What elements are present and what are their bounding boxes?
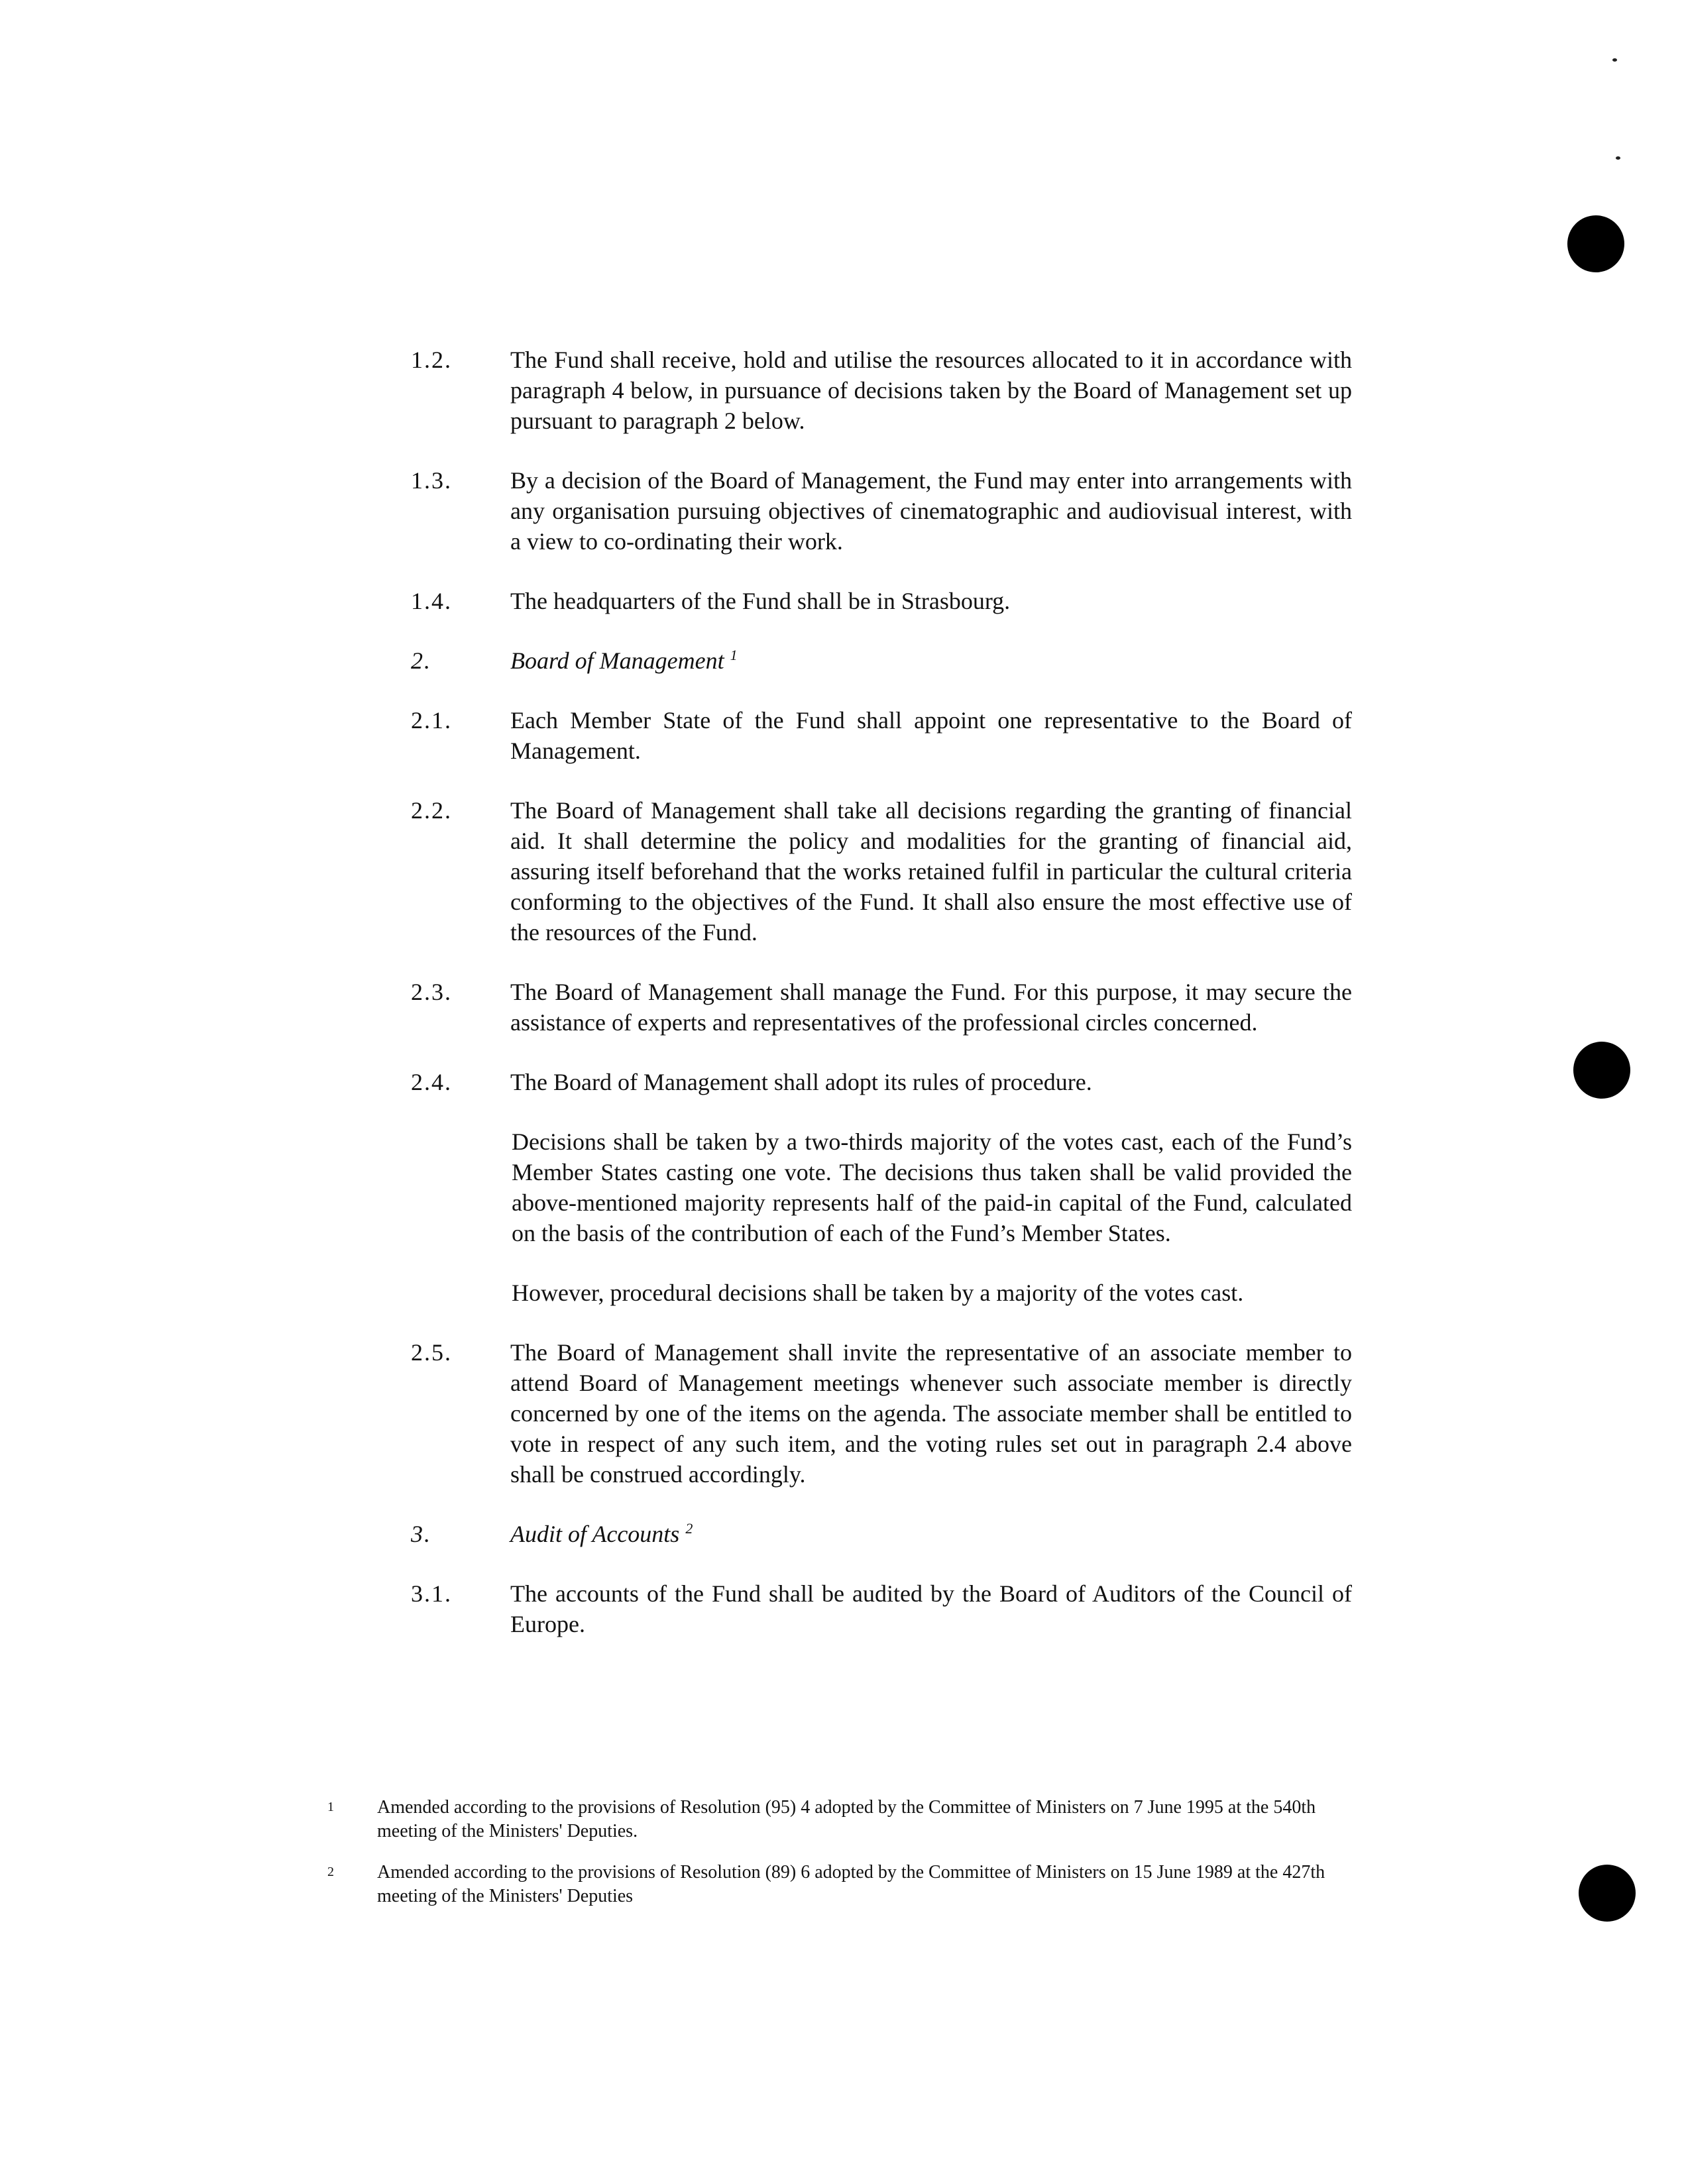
section-2-3	[411, 977, 1352, 1038]
punch-hole-top	[1567, 215, 1624, 272]
heading-number: 2.	[411, 647, 431, 674]
section-number: 2.1.	[411, 707, 452, 734]
footnote-reference: 1	[730, 647, 738, 663]
section-number: 1.4.	[411, 588, 452, 614]
section-text: The Fund shall receive, hold and utilise the resources allocated to it in accordance with paragraph 4 below, in pursuance of decisions taken by the Board of Management set up pursuant to paragraph 2 below.	[510, 347, 1352, 434]
punch-hole-bottom	[1579, 1865, 1636, 1922]
heading-label: Board of Management	[510, 647, 724, 674]
section-text: The Board of Management shall invite the representative of an associate member to attend Board of Management meetings whenever such associate member is directly concerned by one of the items on the agenda. The associate member shall be entitled to vote in respect of any such item, and the voting rules set out in paragraph 2.4 above shall be construed accordingly.	[510, 1339, 1352, 1488]
section-2-1	[411, 705, 1352, 766]
section-text: Each Member State of the Fund shall appoint one representative to the Board of Management.	[510, 707, 1352, 764]
heading-number: 3.	[411, 1521, 431, 1547]
section-text: The Board of Management shall take all decisions regarding the granting of financial aid. It shall determine the policy and modalities for the granting of financial aid, assuring itself beforehand that the works retained fulfil in particular the cultural criteria conforming to the objectives of the Fund. It shall also ensure the most effective use of the resources of the Fund.	[510, 797, 1352, 946]
section-text: The accounts of the Fund shall be audited by the Board of Auditors of the Council of Europe.	[510, 1580, 1352, 1637]
heading-text	[510, 1519, 1352, 1549]
section-number: 3.1.	[411, 1580, 452, 1607]
section-2-5	[411, 1337, 1352, 1490]
section-2-4-paragraph: However, procedural decisions shall be taken by a majority of the votes cast.	[512, 1280, 1244, 1306]
section-number: 2.2.	[411, 797, 452, 824]
section-text: The Board of Management shall manage the Fund. For this purpose, it may secure the assistance of experts and representatives of the professional circles concerned.	[510, 979, 1352, 1036]
section-2-4	[411, 1067, 1352, 1097]
section-number: 1.2.	[411, 347, 452, 373]
section-1-2	[411, 345, 1352, 436]
section-2-2	[411, 795, 1352, 948]
heading-board-of-management	[411, 645, 1352, 676]
footnote-reference: 2	[685, 1520, 693, 1537]
section-text: The Board of Management shall adopt its rules of procedure.	[510, 1069, 1092, 1095]
section-number: 2.3.	[411, 979, 452, 1005]
footnote-mark: 1	[327, 1800, 334, 1814]
footnote-2	[325, 1861, 1359, 1908]
section-text: The headquarters of the Fund shall be in Strasbourg.	[510, 588, 1011, 614]
punch-hole-middle	[1573, 1042, 1630, 1099]
heading-text	[510, 645, 1352, 676]
footnote-text: Amended according to the provisions of Resolution (95) 4 adopted by the Committee of Ministers on 7 June 1995 at the 540th meeting of the Ministers' Deputies.	[377, 1797, 1316, 1841]
document-body	[411, 345, 1352, 1668]
heading-label: Audit of Accounts	[510, 1521, 680, 1547]
section-2-4-paragraph: Decisions shall be taken by a two-thirds majority of the votes cast, each of the Fund’s Member States casting one vote. The decisions thus taken shall be valid provided the above-mentioned majority represents half of the paid-in capital of the Fund, calculated on the basis of the contribution of each of the Fund’s Member States.	[512, 1128, 1352, 1246]
section-text: By a decision of the Board of Management, the Fund may enter into arrangements with any organisation pursuing objectives of cinematographic and audiovisual interest, with a view to co-ordinating their work.	[510, 467, 1352, 555]
footnote-mark: 2	[327, 1865, 334, 1879]
section-3-1	[411, 1578, 1352, 1639]
section-number: 2.5.	[411, 1339, 452, 1366]
section-1-3	[411, 465, 1352, 557]
footnote-1	[325, 1796, 1359, 1843]
footnotes	[325, 1796, 1359, 1926]
section-number: 2.4.	[411, 1069, 452, 1095]
section-number: 1.3.	[411, 467, 452, 494]
section-1-4	[411, 586, 1352, 616]
footnote-text: Amended according to the provisions of Resolution (89) 6 adopted by the Committee of Ministers on 15 June 1989 at the 427th meeting of the Ministers' Deputies	[377, 1862, 1325, 1906]
scan-speck	[1612, 58, 1617, 62]
heading-audit-of-accounts	[411, 1519, 1352, 1549]
scan-speck	[1616, 156, 1620, 160]
